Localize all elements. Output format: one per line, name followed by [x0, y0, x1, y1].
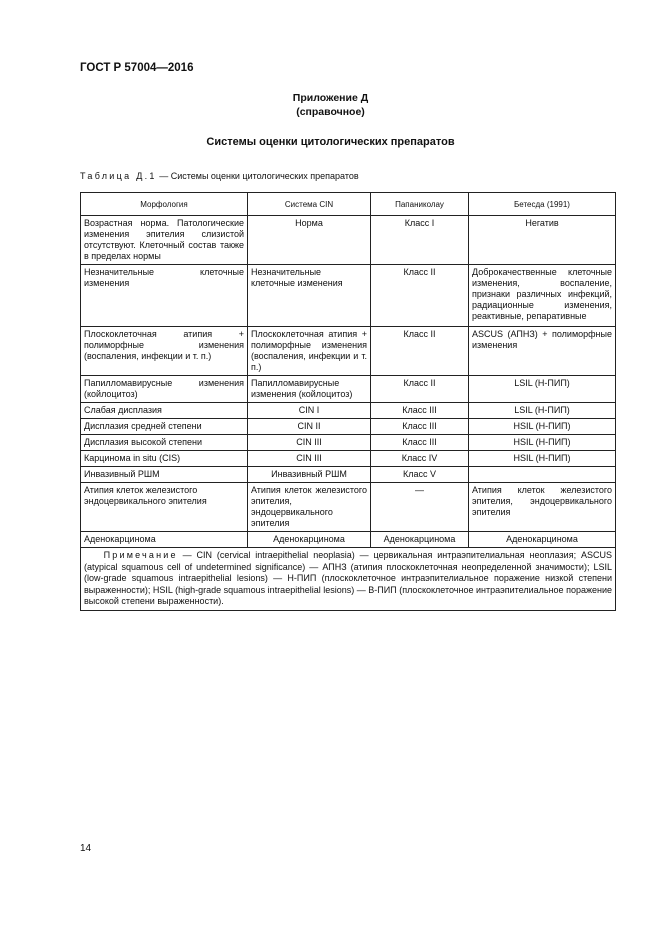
document-code: ГОСТ Р 57004—2016 [80, 62, 194, 74]
appendix-title: Приложение Д [292, 92, 369, 104]
cell-papanicolaou: Класс III [371, 403, 469, 419]
cell-papanicolaou: Аденокарцинома [371, 532, 469, 548]
cell-papanicolaou: Класс II [371, 265, 469, 327]
column-header: Система CIN [248, 193, 371, 216]
cell-cin: Папилломавирусные изменения (койлоцитоз) [248, 376, 371, 403]
table-row [81, 265, 616, 327]
cell-morphology: Дисплазия средней степени [81, 419, 248, 435]
cell-cin: CIN III [248, 451, 371, 467]
cell-morphology: Возрастная норма. Патологические изменения эпителия слизистой отсутствуют. Клеточный состав также в пределах нормы [81, 216, 248, 265]
table-caption [80, 171, 359, 181]
cell-papanicolaou: — [371, 483, 469, 532]
cell-cin: Инвазивный РШМ [248, 467, 371, 483]
cell-cin: CIN III [248, 435, 371, 451]
column-header: Бетесда (1991) [469, 193, 616, 216]
cell-papanicolaou: Класс II [371, 327, 469, 376]
table-row [81, 451, 616, 467]
cell-morphology: Плоскоклеточная атипия + полиморфные изменения (воспаления, инфекции и т. п.) [81, 327, 248, 376]
page-number: 14 [80, 843, 92, 854]
cell-cin: Норма [248, 216, 371, 265]
cell-morphology: Атипия клеток железистого эндоцервикального эпителия [81, 483, 248, 532]
cell-bethesda: HSIL (Н-ПИП) [469, 419, 616, 435]
cell-papanicolaou: Класс III [371, 435, 469, 451]
cell-papanicolaou: Класс II [371, 376, 469, 403]
cell-morphology: Слабая дисплазия [81, 403, 248, 419]
cell-bethesda: HSIL (Н-ПИП) [469, 451, 616, 467]
table-row [81, 419, 616, 435]
cell-papanicolaou: Класс III [371, 419, 469, 435]
cell-cin: Плоскоклеточная атипия + полиморфные изменения (воспаления, инфекции и т. п.) [248, 327, 371, 376]
cytology-systems-table [80, 192, 616, 611]
cell-cin: Атипия клеток железистого эпителия, эндоцервикального эпителия [248, 483, 371, 532]
cell-bethesda [469, 467, 616, 483]
cell-bethesda: Аденокарцинома [469, 532, 616, 548]
table-caption-label: Таблица Д.1 [80, 171, 157, 181]
note-text: — CIN (cervical intraepithelial neoplasia) — цервикальная интраэпителиальная неоплазия; ASCUS (atypical squamous cell of undetermined significance) — АПНЗ (атипия плоскоклеточная неопределенной значимости); LSIL (low-grade squamous intraepithelial lesions) — Н-ПИП (плоскоклеточное интраэпителиальное поражение низкой степени выраженности); HSIL (high-grade squamous intraepithelial lesions) — В-ПИП (плоскоклеточное интраэпителиальное поражение высокой степени выраженности). [84, 550, 612, 606]
cell-papanicolaou: Класс I [371, 216, 469, 265]
cell-bethesda: Негатив [469, 216, 616, 265]
cell-papanicolaou: Класс V [371, 467, 469, 483]
cell-morphology: Папилломавирусные изменения (койлоцитоз) [81, 376, 248, 403]
table-row [81, 467, 616, 483]
cell-bethesda: ASCUS (АПНЗ) + полиморфные изменения [469, 327, 616, 376]
cell-morphology: Инвазивный РШМ [81, 467, 248, 483]
table-row [81, 376, 616, 403]
cell-morphology: Аденокарцинома [81, 532, 248, 548]
cell-bethesda: Доброкачественные клеточные изменения, воспаление, признаки различных инфекций, радиационные изменения, реактивные, репаративные [469, 265, 616, 327]
cell-cin: Незначительные клеточные изменения [248, 265, 371, 327]
appendix-subtitle: (справочное) [296, 106, 365, 118]
cell-morphology: Карцинома in situ (CIS) [81, 451, 248, 467]
table-row [81, 216, 616, 265]
section-title: Системы оценки цитологических препаратов [206, 136, 455, 148]
column-header: Морфология [81, 193, 248, 216]
cell-bethesda: Атипия клеток железистого эпителия, эндоцервикального эпителия [469, 483, 616, 532]
column-header: Папаниколау [371, 193, 469, 216]
table-row [81, 327, 616, 376]
table-note-row [81, 548, 616, 611]
cell-papanicolaou: Класс IV [371, 451, 469, 467]
table-header-row [81, 193, 616, 216]
table-row [81, 435, 616, 451]
table-note [81, 548, 616, 611]
cell-bethesda: LSIL (Н-ПИП) [469, 403, 616, 419]
table-row [81, 532, 616, 548]
cell-cin: CIN I [248, 403, 371, 419]
cell-morphology: Незначительные клеточные изменения [81, 265, 248, 327]
table-caption-text: — Системы оценки цитологических препаратов [156, 171, 359, 181]
cell-cin: CIN II [248, 419, 371, 435]
cell-bethesda: HSIL (Н-ПИП) [469, 435, 616, 451]
cell-cin: Аденокарцинома [248, 532, 371, 548]
table-row [81, 403, 616, 419]
cell-morphology: Дисплазия высокой степени [81, 435, 248, 451]
note-label: Примечание [103, 550, 178, 560]
table-row [81, 483, 616, 532]
cell-bethesda: LSIL (Н-ПИП) [469, 376, 616, 403]
